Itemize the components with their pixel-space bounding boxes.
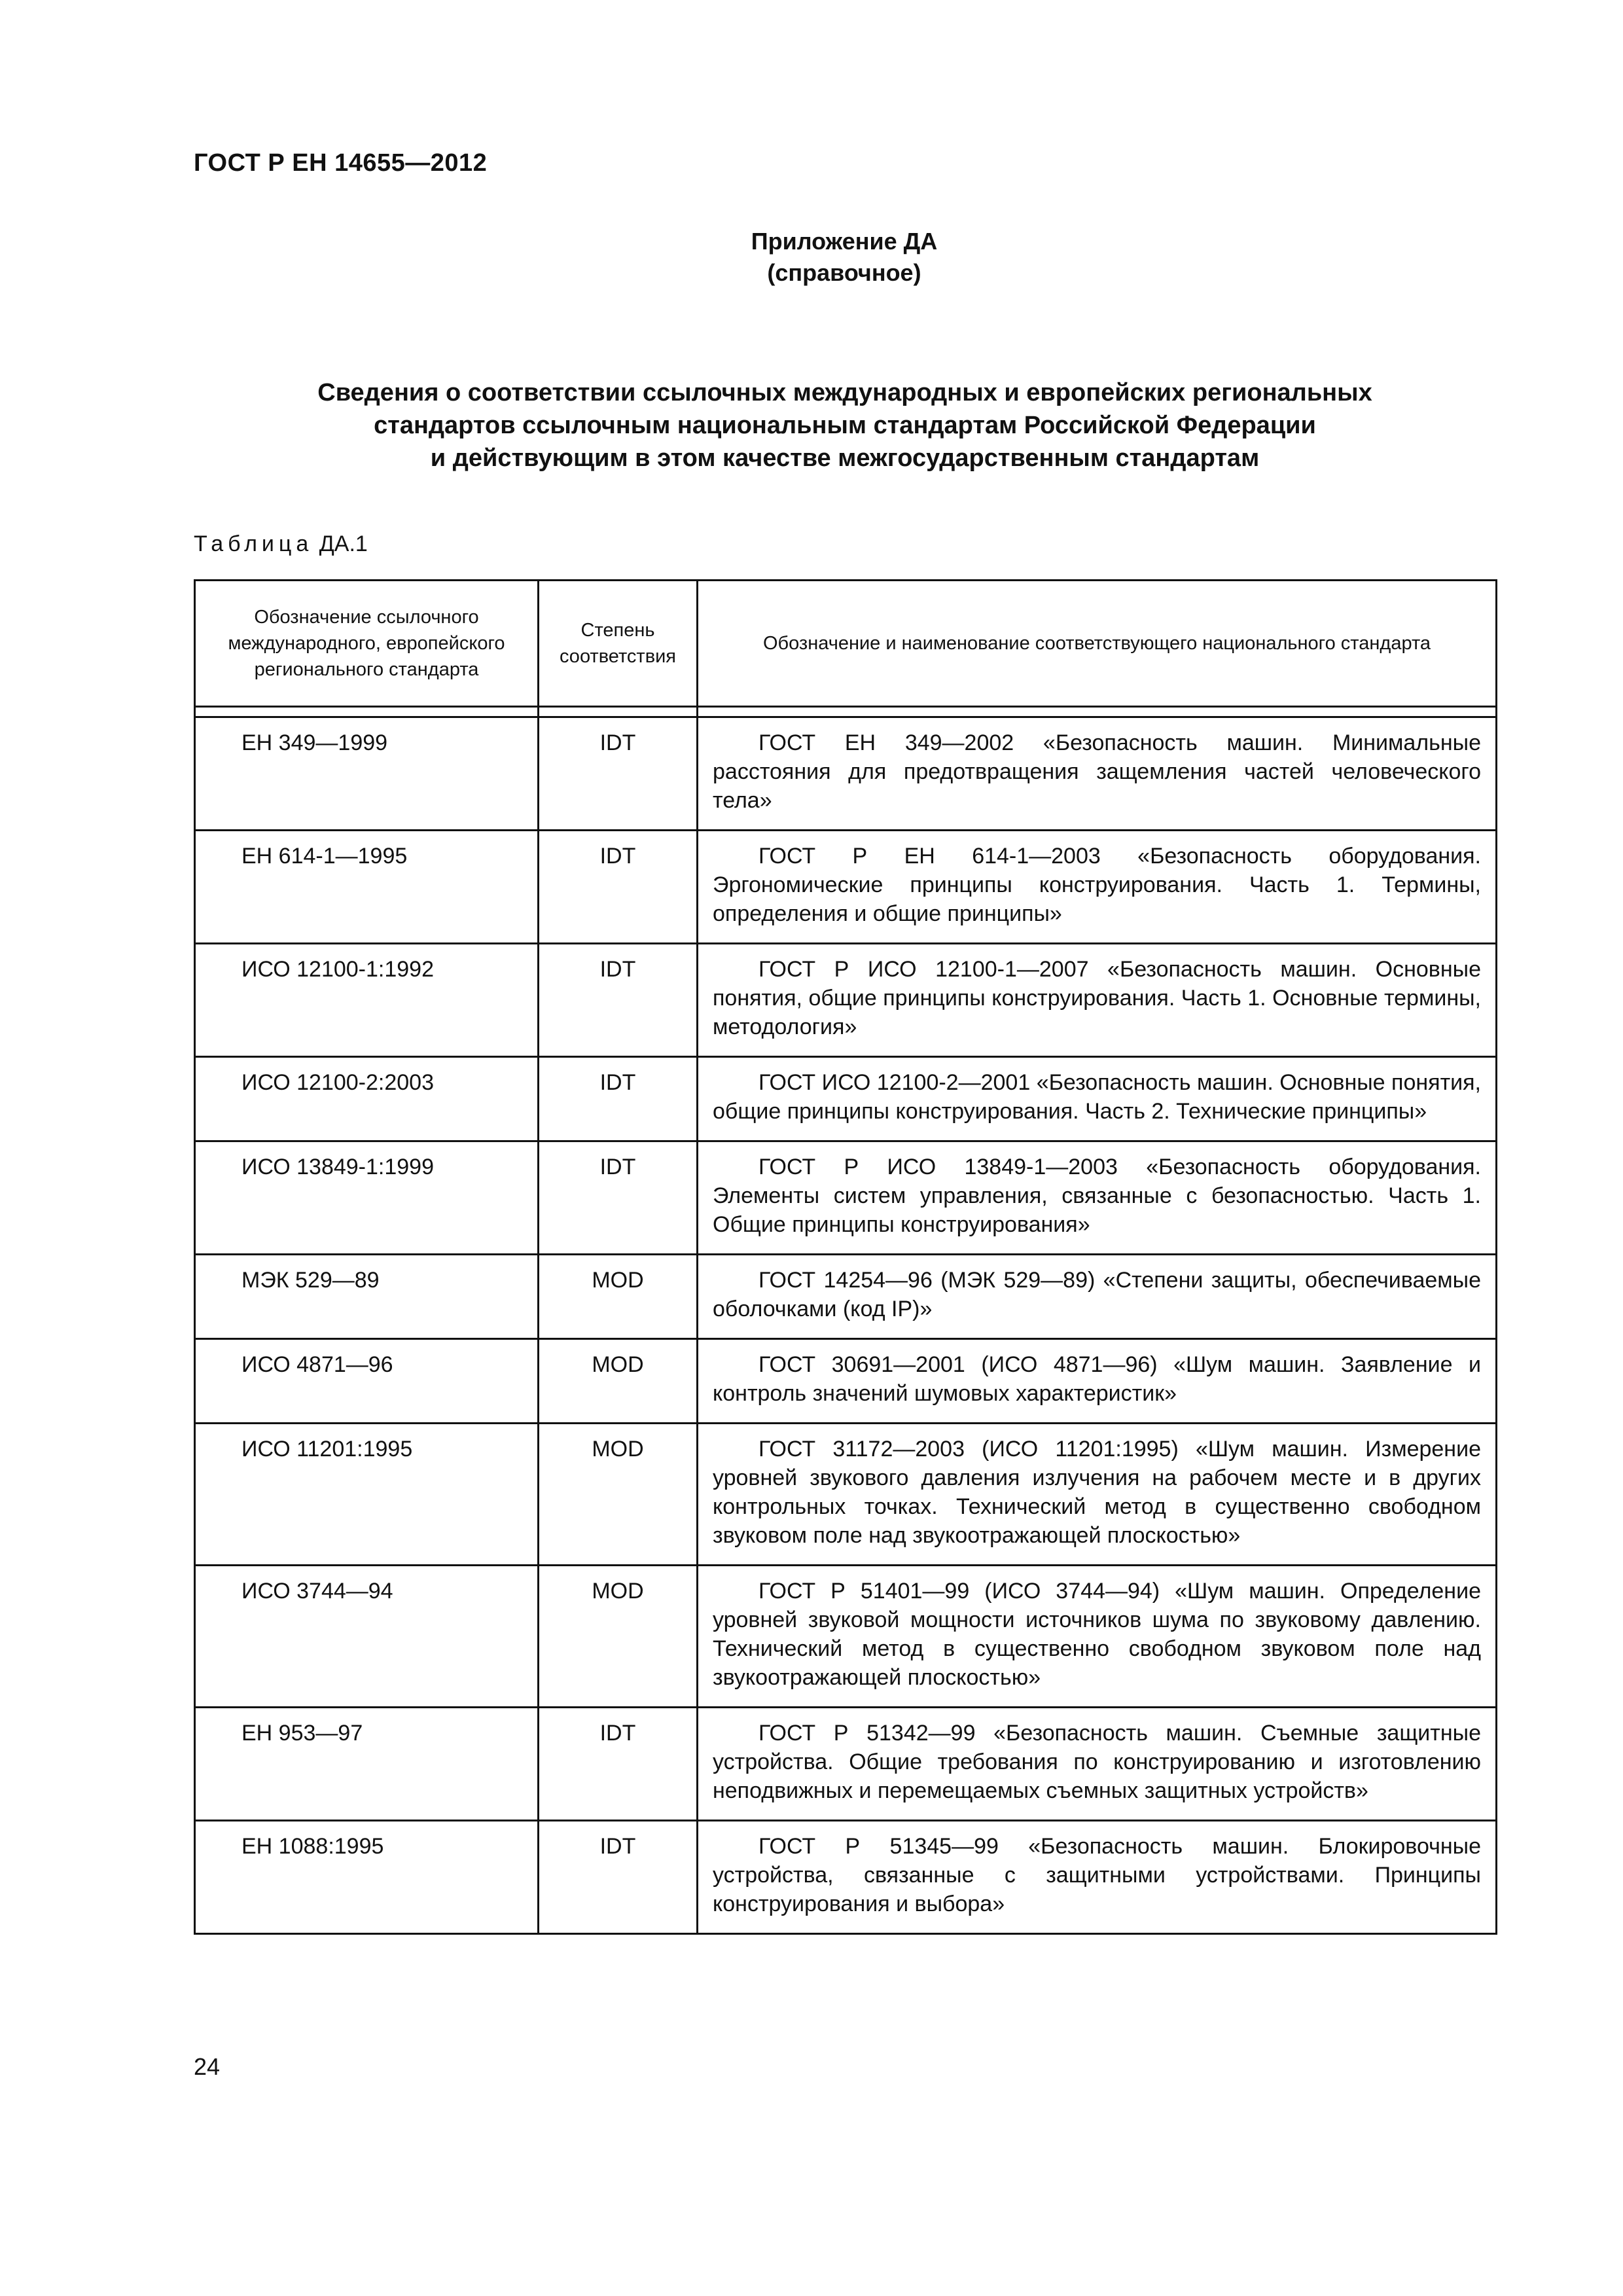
table-header-row <box>195 581 1497 707</box>
national-standard-cell <box>698 1821 1497 1934</box>
appendix-label: Приложение ДА <box>751 228 938 255</box>
reference-standard-cell: ЕН 1088:1995 <box>195 1821 539 1934</box>
appendix-type: (справочное) <box>767 259 921 286</box>
national-standard-text: ГОСТ ИСО 12100-2—2001 «Безопасность машин. Основные понятия, общие принципы конструирования. Часть 2. Технические принципы» <box>713 1070 1481 1124</box>
table-row <box>195 1821 1497 1934</box>
reference-standard-cell: ИСО 3744—94 <box>195 1566 539 1708</box>
reference-standard-cell: ИСО 12100-2:2003 <box>195 1057 539 1141</box>
national-standard-cell <box>698 1255 1497 1339</box>
table-caption-word: Таблица <box>194 531 313 556</box>
header-reference-standard: Обозначение ссылочного международного, европейского регионального стандарта <box>195 581 539 707</box>
degree-cell: IDT <box>539 944 698 1057</box>
table-row <box>195 717 1497 831</box>
national-standard-text: ГОСТ 14254—96 (МЭК 529—89) «Степени защиты, обеспечиваемые оболочками (код IP)» <box>713 1268 1481 1321</box>
table-row <box>195 831 1497 944</box>
national-standard-text: ГОСТ Р ИСО 12100-1—2007 «Безопасность машин. Основные понятия, общие принципы конструирования. Часть 1. Основные термины, методология» <box>713 957 1481 1039</box>
degree-cell: IDT <box>539 1821 698 1934</box>
national-standard-cell <box>698 831 1497 944</box>
appendix-heading <box>0 226 1623 289</box>
table-row <box>195 1057 1497 1141</box>
national-standard-text: ГОСТ ЕН 349—2002 «Безопасность машин. Минимальные расстояния для предотвращения защемления частей человеческого тела» <box>713 730 1481 813</box>
degree-cell: MOD <box>539 1424 698 1566</box>
table-caption-number: ДА.1 <box>319 531 368 556</box>
header-national-standard: Обозначение и наименование соответствующего национального стандарта <box>698 581 1497 707</box>
reference-standard-cell: МЭК 529—89 <box>195 1255 539 1339</box>
header-degree: Степень соответствия <box>539 581 698 707</box>
header-spacer-row <box>195 707 1497 717</box>
degree-cell: IDT <box>539 1141 698 1255</box>
national-standard-cell <box>698 1339 1497 1424</box>
degree-cell: IDT <box>539 717 698 831</box>
national-standard-cell <box>698 1057 1497 1141</box>
standards-table <box>194 579 1497 1935</box>
reference-standard-cell: ЕН 953—97 <box>195 1708 539 1821</box>
national-standard-text: ГОСТ Р 51342—99 «Безопасность машин. Съемные защитные устройства. Общие требования по конструированию и изготовлению неподвижных и перемещаемых съемных защитных устройств» <box>713 1721 1481 1803</box>
table-row <box>195 1424 1497 1566</box>
degree-cell: IDT <box>539 1057 698 1141</box>
document-title <box>194 376 1496 475</box>
table-row <box>195 1566 1497 1708</box>
table-row <box>195 1141 1497 1255</box>
national-standard-text: ГОСТ Р ЕН 614-1—2003 «Безопасность оборудования. Эргономические принципы конструирования. Часть 1. Термины, определения и общие принципы» <box>713 844 1481 926</box>
national-standard-cell <box>698 717 1497 831</box>
degree-cell: MOD <box>539 1566 698 1708</box>
national-standard-cell <box>698 1566 1497 1708</box>
degree-cell: MOD <box>539 1339 698 1424</box>
national-standard-text: ГОСТ Р 51401—99 (ИСО 3744—94) «Шум машин. Определение уровней звуковой мощности источников шума по звуковому давлению. Технический метод в существенно свободном звуковом поле над звукоотражающей плоскостью» <box>713 1579 1481 1690</box>
page-number: 24 <box>194 2053 221 2080</box>
table-row <box>195 944 1497 1057</box>
reference-standard-cell: ИСО 13849-1:1999 <box>195 1141 539 1255</box>
national-standard-cell <box>698 944 1497 1057</box>
reference-standard-cell: ИСО 4871—96 <box>195 1339 539 1424</box>
reference-standard-cell: ИСО 12100-1:1992 <box>195 944 539 1057</box>
title-line: и действующим в этом качестве межгосударственным стандартам <box>430 444 1260 472</box>
degree-cell: IDT <box>539 1708 698 1821</box>
reference-standard-cell: ЕН 349—1999 <box>195 717 539 831</box>
national-standard-text: ГОСТ Р 51345—99 «Безопасность машин. Блокировочные устройства, связанные с защитными устройствами. Принципы конструирования и выбора» <box>713 1834 1481 1916</box>
national-standard-cell <box>698 1141 1497 1255</box>
degree-cell: IDT <box>539 831 698 944</box>
national-standard-cell <box>698 1708 1497 1821</box>
title-line: стандартов ссылочным национальным стандартам Российской Федерации <box>374 412 1316 439</box>
national-standard-text: ГОСТ 31172—2003 (ИСО 11201:1995) «Шум машин. Измерение уровней звукового давления излучения на рабочем месте и в других контрольных точках. Технический метод в существенно свободном звуковом поле над звукоотражающей плоскостью» <box>713 1437 1481 1548</box>
degree-cell: MOD <box>539 1255 698 1339</box>
reference-standard-cell: ЕН 614-1—1995 <box>195 831 539 944</box>
reference-standard-cell: ИСО 11201:1995 <box>195 1424 539 1566</box>
title-line: Сведения о соответствии ссылочных международных и европейских региональных <box>317 379 1372 406</box>
national-standard-text: ГОСТ Р ИСО 13849-1—2003 «Безопасность оборудования. Элементы систем управления, связанные с безопасностью. Часть 1. Общие принципы конструирования» <box>713 1155 1481 1237</box>
table-caption <box>194 531 368 557</box>
national-standard-text: ГОСТ 30691—2001 (ИСО 4871—96) «Шум машин. Заявление и контроль значений шумовых характеристик» <box>713 1352 1481 1406</box>
document-code: ГОСТ Р ЕН 14655—2012 <box>194 149 488 177</box>
table-row <box>195 1255 1497 1339</box>
table-row <box>195 1708 1497 1821</box>
national-standard-cell <box>698 1424 1497 1566</box>
table-row <box>195 1339 1497 1424</box>
